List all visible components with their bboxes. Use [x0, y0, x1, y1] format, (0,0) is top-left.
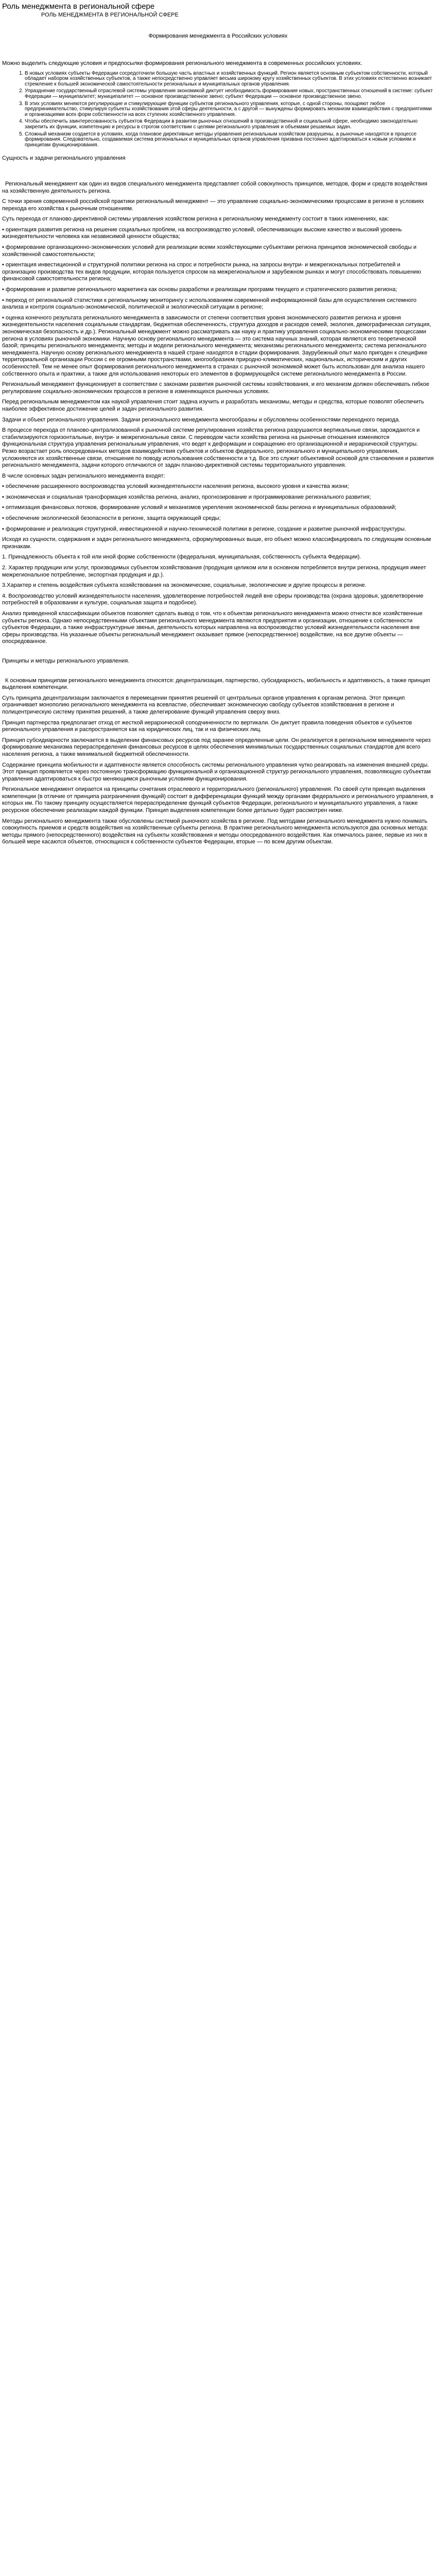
list-item: 5. Сложный механизм создается в условиях, когда плановое директивные методы управления региональным хозяйством разрушены, а рыночные находятся в процессе формирования. Следовательно, создаваемая система региональных и муниципальных органов управления призвана постоянно адаптироваться к новым условиям и принципам функционирования.	[25, 132, 434, 148]
paragraph: 2. Характер продукции или услуг, производимых субъектом хозяйствования (продукция целиком или в основном потребляется внутри региона, продукция имеет межрегиональное потребление, экспортная продукция и др.).	[2, 565, 426, 578]
paragraph: В процессе перехода от планово-централизованной к рыночной системе регулирования хозяйства региона разрушаются вертикальные связи, зарождаются и стабилизируются горизонтальные, внутри- и межрегиональные связи. С переводом части хозяйства региона на рыночные отношения изменяются функциональная структура управления региональным управления, что ведет к деформации и сокращению его организационной и иерархической структуры. Резко возрастает роль опосредованных методов взаимодействия субъектов и объектов федерального, регионального и муниципального управления, усложняются их хозяйственные связи, отношения по поводу использования собственности и т.д. Все это служит объективной основой для становления и развития регионального менеджмента, задачи которого отличаются от задач планово-директивной системы территориального управления.	[2, 427, 434, 469]
paragraph: Суть принципа децентрализации заключается в перемещении принятия решений от центральных органов управления к органам региона. Этот принцип ограничивает монополию регионального менеджмента на всевластие, обеспечивает экономическую свободу субъектов хозяйствования в регионе и полицентрическую систему принятия решений, а также делегирование функций управления сверху вниз.	[2, 694, 405, 715]
paragraph: • ориентация инвестиционной и структурной политики региона на спрос и потребности рынка, на запросы внутри- и межрегиональных потребителей и организацию производства тех видов продукции, которая пользуется спросом на межрегиональном и зарубежном рынках и могут способствовать повышению финансовой самостоятельности региона;	[2, 262, 421, 282]
document-subtitle: РОЛЬ МЕНЕДЖМЕНТА В РЕГИОНАЛЬНОЙ СФЕРЕ	[41, 12, 179, 18]
list-item: 3. В этих условиях меняются регулирующие и стимулирующие функции субъектов регионального управления, которые, с одной стороны, поощряют любое предпринимательство, стимулируя субъекты хозяйствования этой сферы деятельности, а с другой — вынуждены формировать механизм взаимодействия с предприятиями и организациями всех форм собственности на всех ступенях хозяйственного управления.	[25, 101, 434, 118]
principles-section	[2, 677, 434, 846]
paragraph: Региональный менеджмент как один из видов специального менеджмента представляет собой совокупность принципов, методов, форм и средств воздействия на хозяйственную деятельность региона.	[2, 180, 428, 194]
paragraph: Методы регионального менеджмента также обусловлены системой рыночного хозяйства в регионе. Под методами регионального менеджмента нужно понимать совокупность приемов и средств воздействия на хозяйственные субъекты региона. В практике регионального менеджмента используются два основных метода: методы прямого (непосредственного) воздействия на субъекты хозяйствования и методы опосредованного воздействия. Как отмечалось ранее, первые из них в большей мере касаются объектов, относящихся к собственности субъектов Федерации, вторые — по всем другим объектам.	[2, 818, 428, 845]
paragraph: • формирование организационно-экономических условий для реализации всеми хозяйствующими субъектами региона принципов экономической свободы и хозяйственной самостоятельности;	[2, 244, 417, 258]
paragraph: Задачи и объект регионального управления. Задачи регионального менеджмента многообразны и обусловлены особенностями переходного периода.	[2, 416, 400, 423]
paragraph: • ориентация развития региона на решение социальных проблем, на воспроизводство условий, обеспечивающих высокие качество и высокий уровень жизнедеятельности человека как независимой ценности общества;	[2, 226, 402, 240]
section-heading-formation: Формирования менеджмента в Российских условиях	[148, 33, 288, 39]
section-heading-essence: Сущность и задачи регионального управления	[2, 155, 126, 162]
paragraph: Региональное менеджмент опирается на принципы сочетания отраслевого и территориального (регионального) управления. По своей сути принцип выделения компетенции (в отличие от принципа разграничения функций) состоит в дифференциации функций между органами федерального и регионального управления, в которых им. По такому принципу осуществляется перераспределение функций субъектов Федерации, регионального и муниципального управления, а также ресурсное обеспечение реализации каждой функции. Принцип выделения компетенции более детально будет рассмотрен ниже.	[2, 786, 433, 814]
paragraph: Региональный менеджмент функционирует в соответствии с законами развития рыночной системы хозяйствования, и его механизм должен обеспечивать гибкое регулирование социально-экономических процессов в регионе в изменяющихся рыночных условиях.	[2, 381, 429, 395]
paragraph: • обеспечение экологической безопасности в регионе, защита окружающей среды;	[2, 515, 221, 522]
document-page	[0, 0, 436, 865]
paragraph: Принцип субсидиарности заключается в выделении финансовых ресурсов под заранее определенные цели. Он реализуется в региональном менеджменте через формирование механизма перераспределения финансовых ресурсов в целях обеспечения минимальных государственных социальных стандартов для всего населения региона, а также минимальной бюджетной обеспеченности.	[2, 737, 431, 757]
paragraph: 3.Характер и степень воздействия субъекта хозяйствования на экономические, социальные, экологические и другие процессы в регионе.	[2, 582, 367, 589]
document-title: Роль менеджмента в региональной сфере	[2, 2, 155, 11]
paragraph: 1. Принадлежность объекта к той или иной форме собственности (федеральная, муниципальная, собственность субъекта Федерации).	[2, 554, 361, 561]
conditions-list	[2, 71, 434, 148]
paragraph: Исходя из сущности, содержания и задач регионального менеджмента, сформулированных выше, его объект можно классифицировать по следующим основным признакам.	[2, 536, 431, 550]
paragraph: • переход от региональной статистики к региональному мониторингу с использованием современной информационной базы для осуществления системного анализа и контроля социально-экономической, политической и экологической ситуации в регионе;	[2, 297, 417, 311]
section-heading-principles: Принципы и методы регионального управления.	[2, 657, 130, 664]
intro-paragraph: Можно выделить следующие условия и предпосылки формирования регионального менеджмента в современных российских условиях.	[2, 60, 362, 66]
list-item: 4. Чтобы обеспечить заинтересованность субъектов Федерации в развитии рыночных отношений в производственной и социальной сфере, необходимо законодательно закрепить их функции, компетенцию и ресурсы в строгом соответствии с целями регионального управления и объемами решаемых задач.	[25, 119, 434, 130]
paragraph: • оценка конечного результата регионального менеджмента в зависимости от степени соответствия уровня экономического развития региона и уровня жизнедеятельности населения социальным стандартам, бюджетная обеспеченность, структура доходов и расходов семей, экология, демографическая ситуация, экономическая безопасность и др.). Региональный менеджмент можно рассматривать как науку и практику управления социально-экономическими процессами региона в условиях рыночной экономики. Научную основу регионального менеджмента — это система научных знаний, которая является его теоретической базой; принципы регионального менеджмента; методы и модели регионального менеджмента; механизмы регионального менеджмента; система регионального менеджмента. Научную основу регионального менеджмента в нашей стране находятся в стадии формирования. Заурубежный опыт мало пригоден к специфике территориальной организации России с ее огромными пространствами, многообразием природно-климатических, национальных, историческим и других особенностей. Тем не менее опыт формирования регионального менеджмента в странах с рыночной экономикой может быть использован для анализа нашего собственного опыта и практики, а также для использования некоторых его элементов в формирующейся системе регионального менеджмента в России.	[2, 314, 431, 377]
paragraph: 4. Воспроизводство условий жизнедеятельности населения, удовлетворение потребностей людей вне сферы производства (охрана здоровья, удовлетворение потребностей в образовании и культуре, социальная защита и подобное).	[2, 592, 424, 606]
paragraph: Суть перехода от планово-директивной системы управления хозяйством региона к региональному менеджменту состоит в таких изменениях, как:	[2, 216, 389, 223]
paragraph: • формирование и развитие регионального маркетинга как основы разработки и реализации программ текущего и стратегического развития региона;	[2, 286, 397, 293]
paragraph: В числе основных задач регионального менеджмента входят:	[2, 472, 165, 479]
paragraph: • обеспечение расширенного воспроизводства условий жизнедеятельности населения региона, высокого уровня и качества жизни;	[2, 483, 349, 490]
paragraph: К основным принципам регионального менеджмента относятся: децентрализация, партнерство, субсидиарность, мобильность и адаптивность, а также принцип выделения компетенции.	[2, 677, 430, 691]
paragraph: • формирование и реализация структурной, инвестиционной и научно-технической политики в регионе, создание и развитие рыночной инфраструктуры.	[2, 526, 406, 532]
list-item: 2. Упразднение государственный отраслевой системы управления экономикой диктует необходимость формирования новых, пространственных отношений в системе: субъект Федерации — муниципалитет; муниципалитет — основное производственное звено; субъект Федерации — основное производственное звено.	[25, 89, 434, 99]
paragraph: • экономическая и социальная трансформация хозяйства региона, анализ, прогнозирование и программирование регионального развития;	[2, 494, 371, 500]
paragraph: • оптимизация финансовых потоков, формирование условий и механизмов укрепления экономической базы региона и муниципальных образований;	[2, 504, 396, 511]
paragraph: Анализ приведенной классификации объектов позволяет сделать вывод о том, что к объектам регионального менеджмента можно отнести все хозяйственные субъекты региона. Однако непосредственными объектами регионального менеджмента являются предприятия и организации, отношение к собственности субъектов Федерации, а также инфраструктурные звенья, деятельность которых направлена на воспроизводство условий жизнедеятельности населения вне сферы производства. На указанные объекты региональный менеджмент оказывает прямое (непосредственное) воздействие, на все другие объекты — опосредованное.	[2, 611, 423, 645]
paragraph: С точки зрения современной российской практики региональный менеджмент — это управление социально-экономическими процессами в регионе в условиях перехода его хозяйства к рыночным отношениям.	[2, 198, 424, 212]
paragraph: Содержание принципа мобильности и адаптивности является способность системы регионального управления чутко реагировать на изменения внешней среды. Этот принцип проявляется через постоянную трансформацию функциональной и организационной структур регионального управления, позволяющую субъектам управления адаптироваться к быстро меняющимся рыночным условиям функционирования.	[2, 761, 431, 782]
paragraph: Перед региональным менеджментом как наукой управления стоит задача изучить и разработать механизмы, методы и средства, которые позволят обеспечить наиболее эффективное достижение целей и задач регионального развития.	[2, 399, 424, 412]
essence-section	[2, 181, 434, 646]
list-item: 1. В новых условиях субъекты Федерации сосредоточили большую часть властных и хозяйственных функций. Регион является основным субъектом собственности, который обладает набором хозяйственных субъектов, а также непосредственно управляет весьма широкому кругу хозяйственных субъектов. В этих условиях естественно возникает стремление к большей экономической самостоятельности региональных и муниципальных органов управления.	[25, 71, 434, 88]
paragraph: Принцип партнерства предполагает отход от жесткой иерархической соподчиненности по вертикали. Он диктует правила поведения объектов и субъектов регионального управления и распространяется как на юридических лиц, так и на физических лиц.	[2, 719, 412, 733]
